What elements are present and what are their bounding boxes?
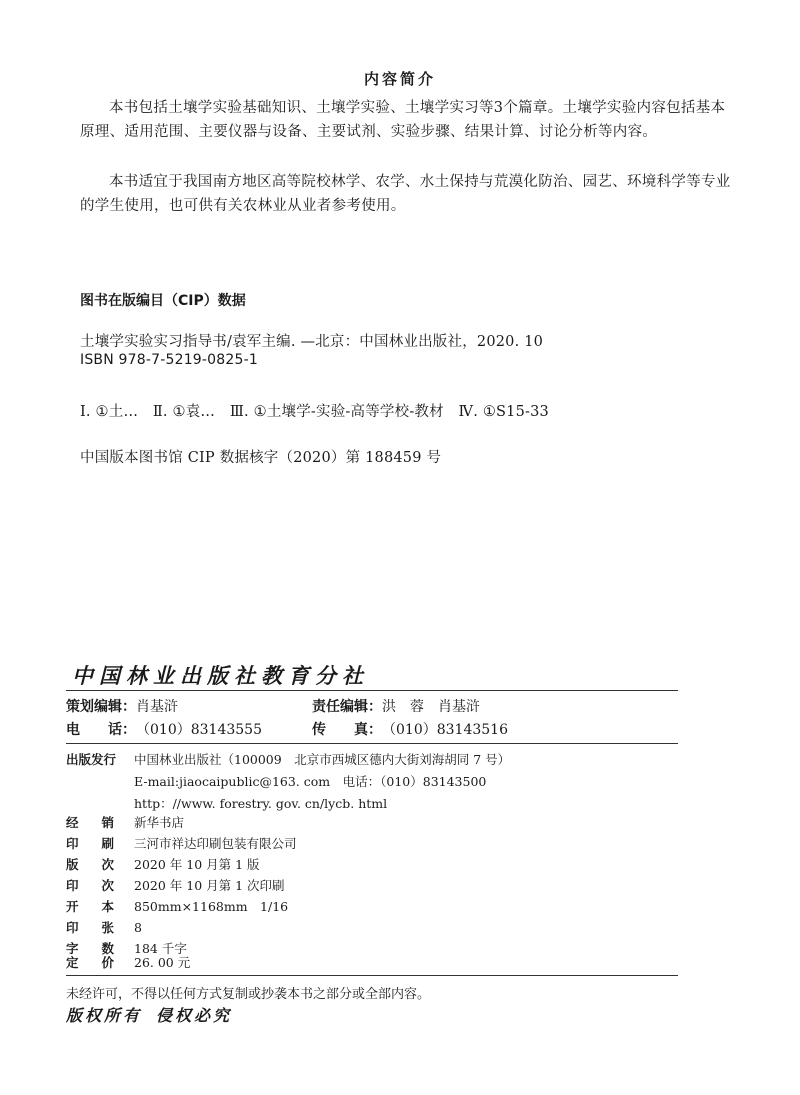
pub-info-label-a: 定	[66, 955, 79, 970]
pub-info-value: 2020 年 10 月第 1 版	[134, 857, 260, 872]
phone-label: 电 话：	[66, 722, 136, 738]
infringement-prohibited: 侵权必究	[156, 1006, 233, 1025]
cip-verification: 中国版本图书馆 CIP 数据核字（2020）第 188459 号	[80, 450, 442, 466]
fax-label: 传 真：	[312, 722, 382, 738]
pub-info-label-a: 印	[66, 920, 79, 935]
cip-isbn: ISBN 978-7-5219-0825-1	[80, 352, 258, 368]
pub-info-value: 850mm×1168mm 1/16	[134, 899, 289, 914]
pub-info-row	[66, 918, 142, 936]
issuer-label: 出版发行	[66, 752, 117, 767]
pub-info-value: 新华书店	[134, 815, 185, 830]
editors-row-2	[66, 719, 508, 739]
pub-info-row	[66, 813, 184, 831]
pub-info-label-a: 字	[66, 941, 79, 956]
cip-classification: Ⅰ. ①土… Ⅱ. ①袁… Ⅲ. ①土壤学-实验-高等学校-教材 Ⅳ. ①S15-33	[80, 404, 549, 420]
contact-row: E-mail:jiaocaipublic@163. com 电话：（010）83143500	[134, 774, 487, 789]
pub-info-label-a: 开	[66, 899, 79, 914]
pub-info-row	[66, 834, 297, 852]
pub-info-value: 2020 年 10 月第 1 次印刷	[134, 878, 285, 893]
planning-editor-label: 策划编辑：	[66, 699, 136, 715]
divider-top	[66, 690, 678, 691]
pub-info-value: 三河市祥达印刷包装有限公司	[134, 836, 297, 851]
planning-editor-value: 肖基浒	[136, 699, 178, 715]
summary-paragraph-1-text: 本书包括土壤学实验基础知识、土壤学实验、土壤学实习等3个篇章。土壤学实验内容包括基本原理、适用范围、主要仪器与设备、主要试剂、实验步骤、结果计算、讨论分析等内容。	[80, 100, 726, 140]
pub-info-label-b: 销	[101, 815, 114, 830]
pub-info-value: 8	[134, 920, 142, 935]
pub-info-row	[66, 855, 260, 873]
rights-reserved: 版权所有	[66, 1006, 143, 1025]
editors-row-1	[66, 696, 480, 716]
pub-info-label-b: 数	[101, 941, 114, 956]
summary-paragraph-2	[80, 170, 740, 218]
summary-paragraph-2-text: 本书适宜于我国南方地区高等院校林学、农学、水土保持与荒漠化防治、园艺、环境科学等专业的学生使用，也可供有关农林业从业者参考使用。	[80, 174, 731, 214]
pub-info-label-b: 本	[101, 899, 114, 914]
pub-info-row	[66, 897, 288, 915]
publisher-brand: 中国林业出版社教育分社	[72, 663, 369, 688]
cip-title-line: 土壤学实验实习指导书/袁军主编. —北京：中国林业出版社，2020. 10	[80, 334, 544, 350]
pub-info-value: 26. 00 元	[134, 955, 191, 970]
pub-info-label-b: 张	[101, 920, 114, 935]
pub-info-row	[66, 953, 190, 971]
pub-info-label-b: 价	[101, 955, 114, 970]
fax-value: （010）83143516	[382, 722, 508, 738]
pub-info-label-b: 次	[101, 857, 114, 872]
divider-bottom	[66, 975, 678, 976]
pub-info-label-a: 版	[66, 857, 79, 872]
pub-info-value: 184 千字	[134, 941, 187, 956]
pub-info-label-b: 次	[101, 878, 114, 893]
issuer-value: 中国林业出版社（100009 北京市西城区德内大街刘海胡同 7 号）	[134, 752, 511, 767]
responsible-editor-value: 洪 蓉 肖基浒	[382, 699, 480, 715]
url-row: http：//www. forestry. gov. cn/lycb. html	[134, 796, 388, 811]
pub-info-label-a: 印	[66, 836, 79, 851]
pub-info-label-a: 经	[66, 815, 79, 830]
phone-value: （010）83143555	[136, 722, 262, 738]
pub-info-label-a: 印	[66, 878, 79, 893]
copyright-notice: 未经许可，不得以任何方式复制或抄袭本书之部分或全部内容。	[66, 987, 431, 1002]
summary-title: 内容简介	[363, 70, 436, 88]
responsible-editor-label: 责任编辑：	[312, 699, 382, 715]
rights-statement	[66, 1003, 232, 1026]
pub-info-row	[66, 876, 285, 894]
cip-heading: 图书在版编目（CIP）数据	[80, 293, 246, 309]
summary-paragraph-1	[80, 96, 740, 144]
pub-info-label-b: 刷	[101, 836, 114, 851]
issuer-row	[66, 750, 510, 768]
divider-middle	[66, 743, 678, 744]
